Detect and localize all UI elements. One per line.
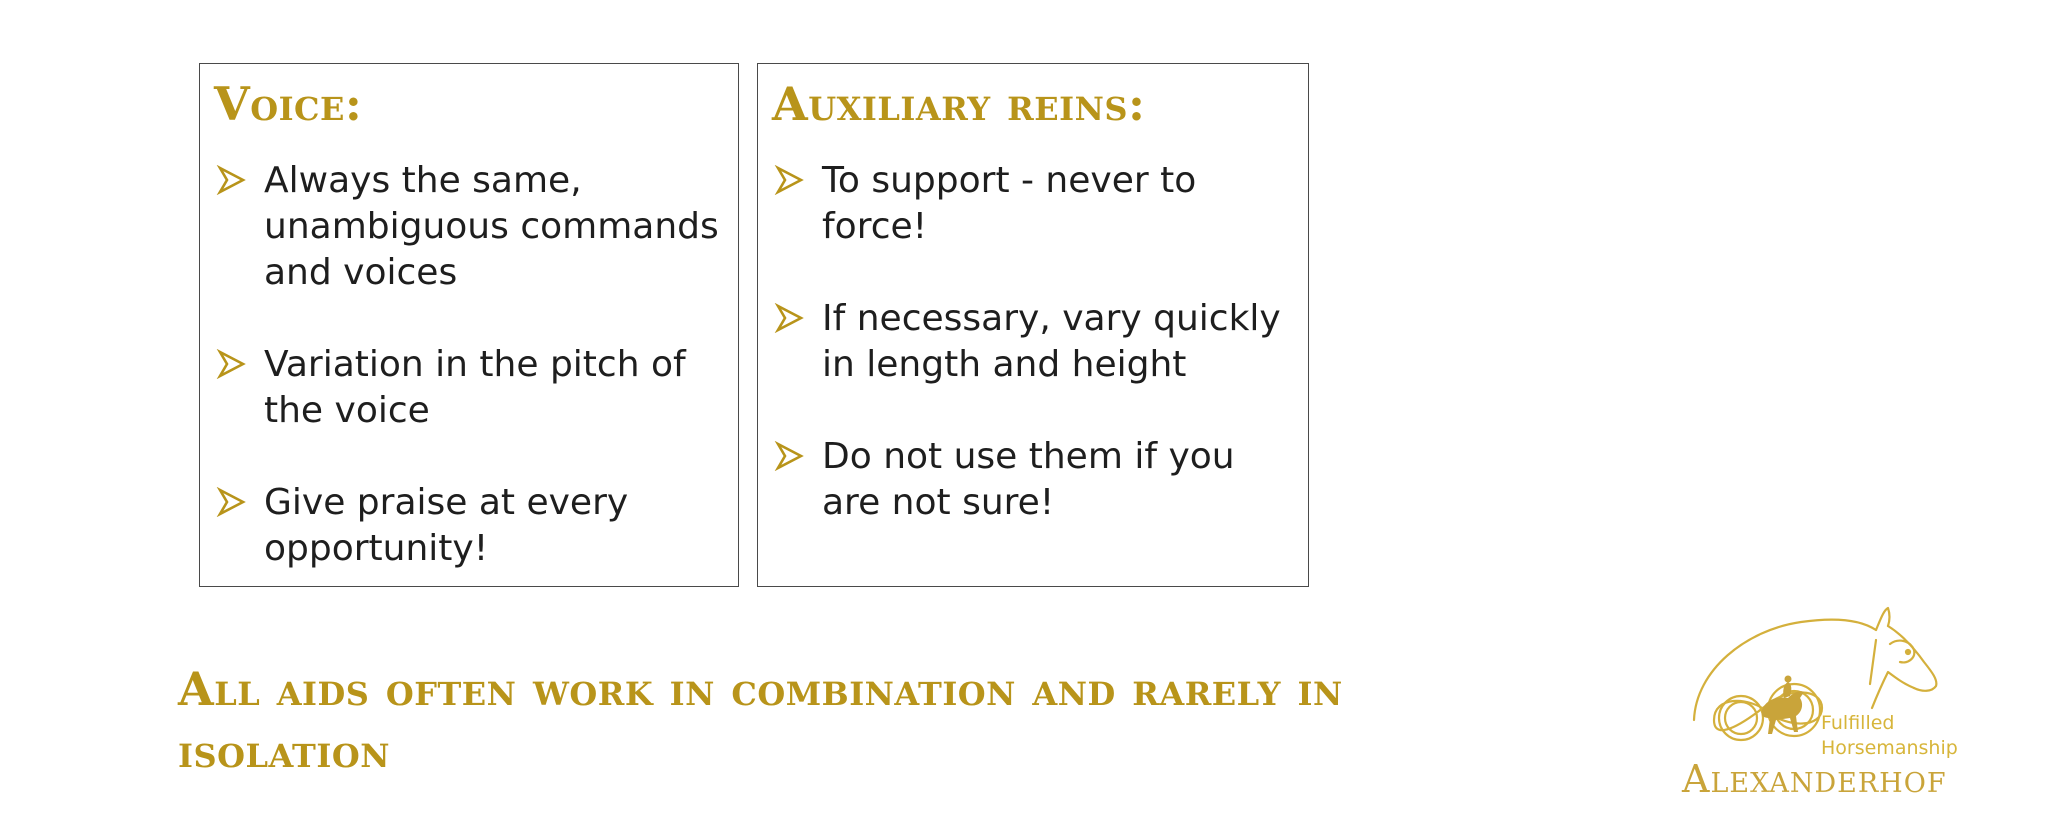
- list-item: [214, 158, 724, 296]
- voice-list: [214, 158, 724, 572]
- list-item: [772, 158, 1294, 250]
- list-item-text: Variation in the pitch of the voice: [264, 344, 686, 431]
- summary-statement: All aids often work in combination and rarely in isolation: [178, 662, 1343, 778]
- list-item-text: If necessary, vary quickly in length and height: [822, 298, 1281, 385]
- logo-tagline-line2: Horsemanship: [1821, 737, 1958, 759]
- reins-title: Auxiliary reins:: [772, 77, 1146, 131]
- list-item: [772, 434, 1294, 526]
- reins-list: [772, 158, 1294, 526]
- list-item-text: Always the same, unambiguous commands and voices: [264, 160, 719, 293]
- list-item: [214, 342, 724, 434]
- alexanderhof-logo: [1676, 600, 1976, 805]
- list-item-text: To support - never to force!: [822, 160, 1197, 247]
- logo-brand-name: Alexanderhof: [1682, 757, 1947, 801]
- voice-title: Voice:: [214, 77, 363, 131]
- list-item: [214, 480, 724, 572]
- list-item-text: Do not use them if you are not sure!: [822, 436, 1235, 523]
- horse-and-rider-logo-icon: [1676, 600, 1976, 760]
- arrow-bullet-icon: [774, 441, 804, 471]
- list-item-text: Give praise at every opportunity!: [264, 482, 629, 569]
- list-item: [772, 296, 1294, 388]
- voice-box: [199, 63, 739, 587]
- arrow-bullet-icon: [774, 303, 804, 333]
- arrow-bullet-icon: [216, 349, 246, 379]
- arrow-bullet-icon: [216, 165, 246, 195]
- arrow-bullet-icon: [774, 165, 804, 195]
- arrow-bullet-icon: [216, 487, 246, 517]
- logo-tagline-line1: Fulfilled: [1821, 712, 1895, 734]
- reins-box: [757, 63, 1309, 587]
